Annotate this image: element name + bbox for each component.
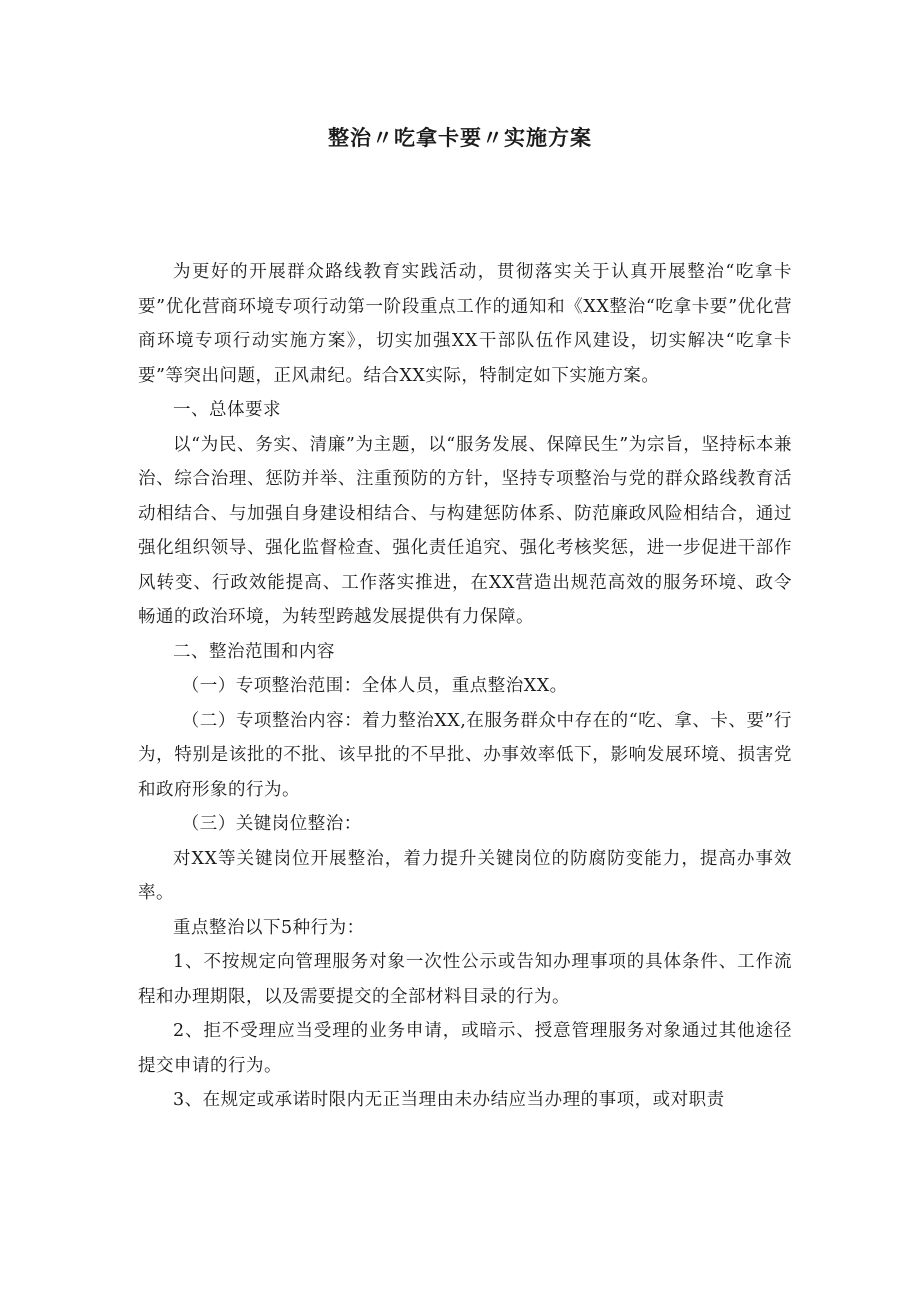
- subsection-scope: （一）专项整治范围：全体人员，重点整治XX。: [181, 676, 568, 696]
- list-item-2: 2、拒不受理应当受理的业务申请，或暗示、授意管理服务对象通过其他途径提交申请的行为。: [138, 1021, 792, 1076]
- list-item-3: 3、在规定或承诺时限内无正当理由未办结应当办理的事项，或对职责: [173, 1090, 725, 1110]
- paragraph-general-requirements: 以“为民、务实、清廉”为主题，以“服务发展、保障民生”为宗旨，坚持标本兼治、综合治理、惩防并举、注重预防的方针，坚持专项整治与党的群众路线教育活动相结合、与加强自身建设相结合、与构建惩防体系、防范廉政风险相结合，通过强化组织领导、强化监督检查、强化责任追究、强化考核奖惩，进一步促进干部作风转变、行政效能提高、工作落实推进，在XX营造出规范高效的服务环境、政令畅通的政治环境，为转型跨越发展提供有力保障。: [138, 434, 792, 627]
- paragraph-intro: 为更好的开展群众路线教育实践活动，贯彻落实关于认真开展整治“吃拿卡要”优化营商环境专项行动第一阶段重点工作的通知和《XX整治“吃拿卡要”优化营商环境专项行动实施方案》，切实加强XX干部队伍作风建设，切实解决“吃拿卡要”等突出问题，正风肃纪。结合XX实际，特制定如下实施方案。: [138, 262, 792, 386]
- paragraph-five-behaviors: 重点整治以下5种行为：: [173, 917, 365, 938]
- document-body: [138, 255, 792, 1118]
- list-item-1: 1、不按规定向管理服务对象一次性公示或告知办理事项的具体条件、工作流程和办理期限，以及需要提交的全部材料目录的行为。: [138, 952, 792, 1007]
- paragraph-key-posts: 对XX等关键岗位开展整治，着力提升关键岗位的防腐防变能力，提高办事效率。: [138, 848, 792, 903]
- subsection-key-posts: （三）关键岗位整治：: [181, 814, 362, 834]
- document-title: 整治〃吃拿卡要〃实施方案: [328, 126, 592, 150]
- subsection-content: （二）专项整治内容：着力整治XX,在服务群众中存在的“吃、拿、卡、要”行为，特别是该批的不批、该早批的不早批、办事效率低下，影响发展环境、损害党和政府形象的行为。: [138, 710, 792, 800]
- section-heading-2: 二、整治范围和内容: [173, 641, 335, 662]
- section-heading-1: 一、总体要求: [173, 400, 281, 420]
